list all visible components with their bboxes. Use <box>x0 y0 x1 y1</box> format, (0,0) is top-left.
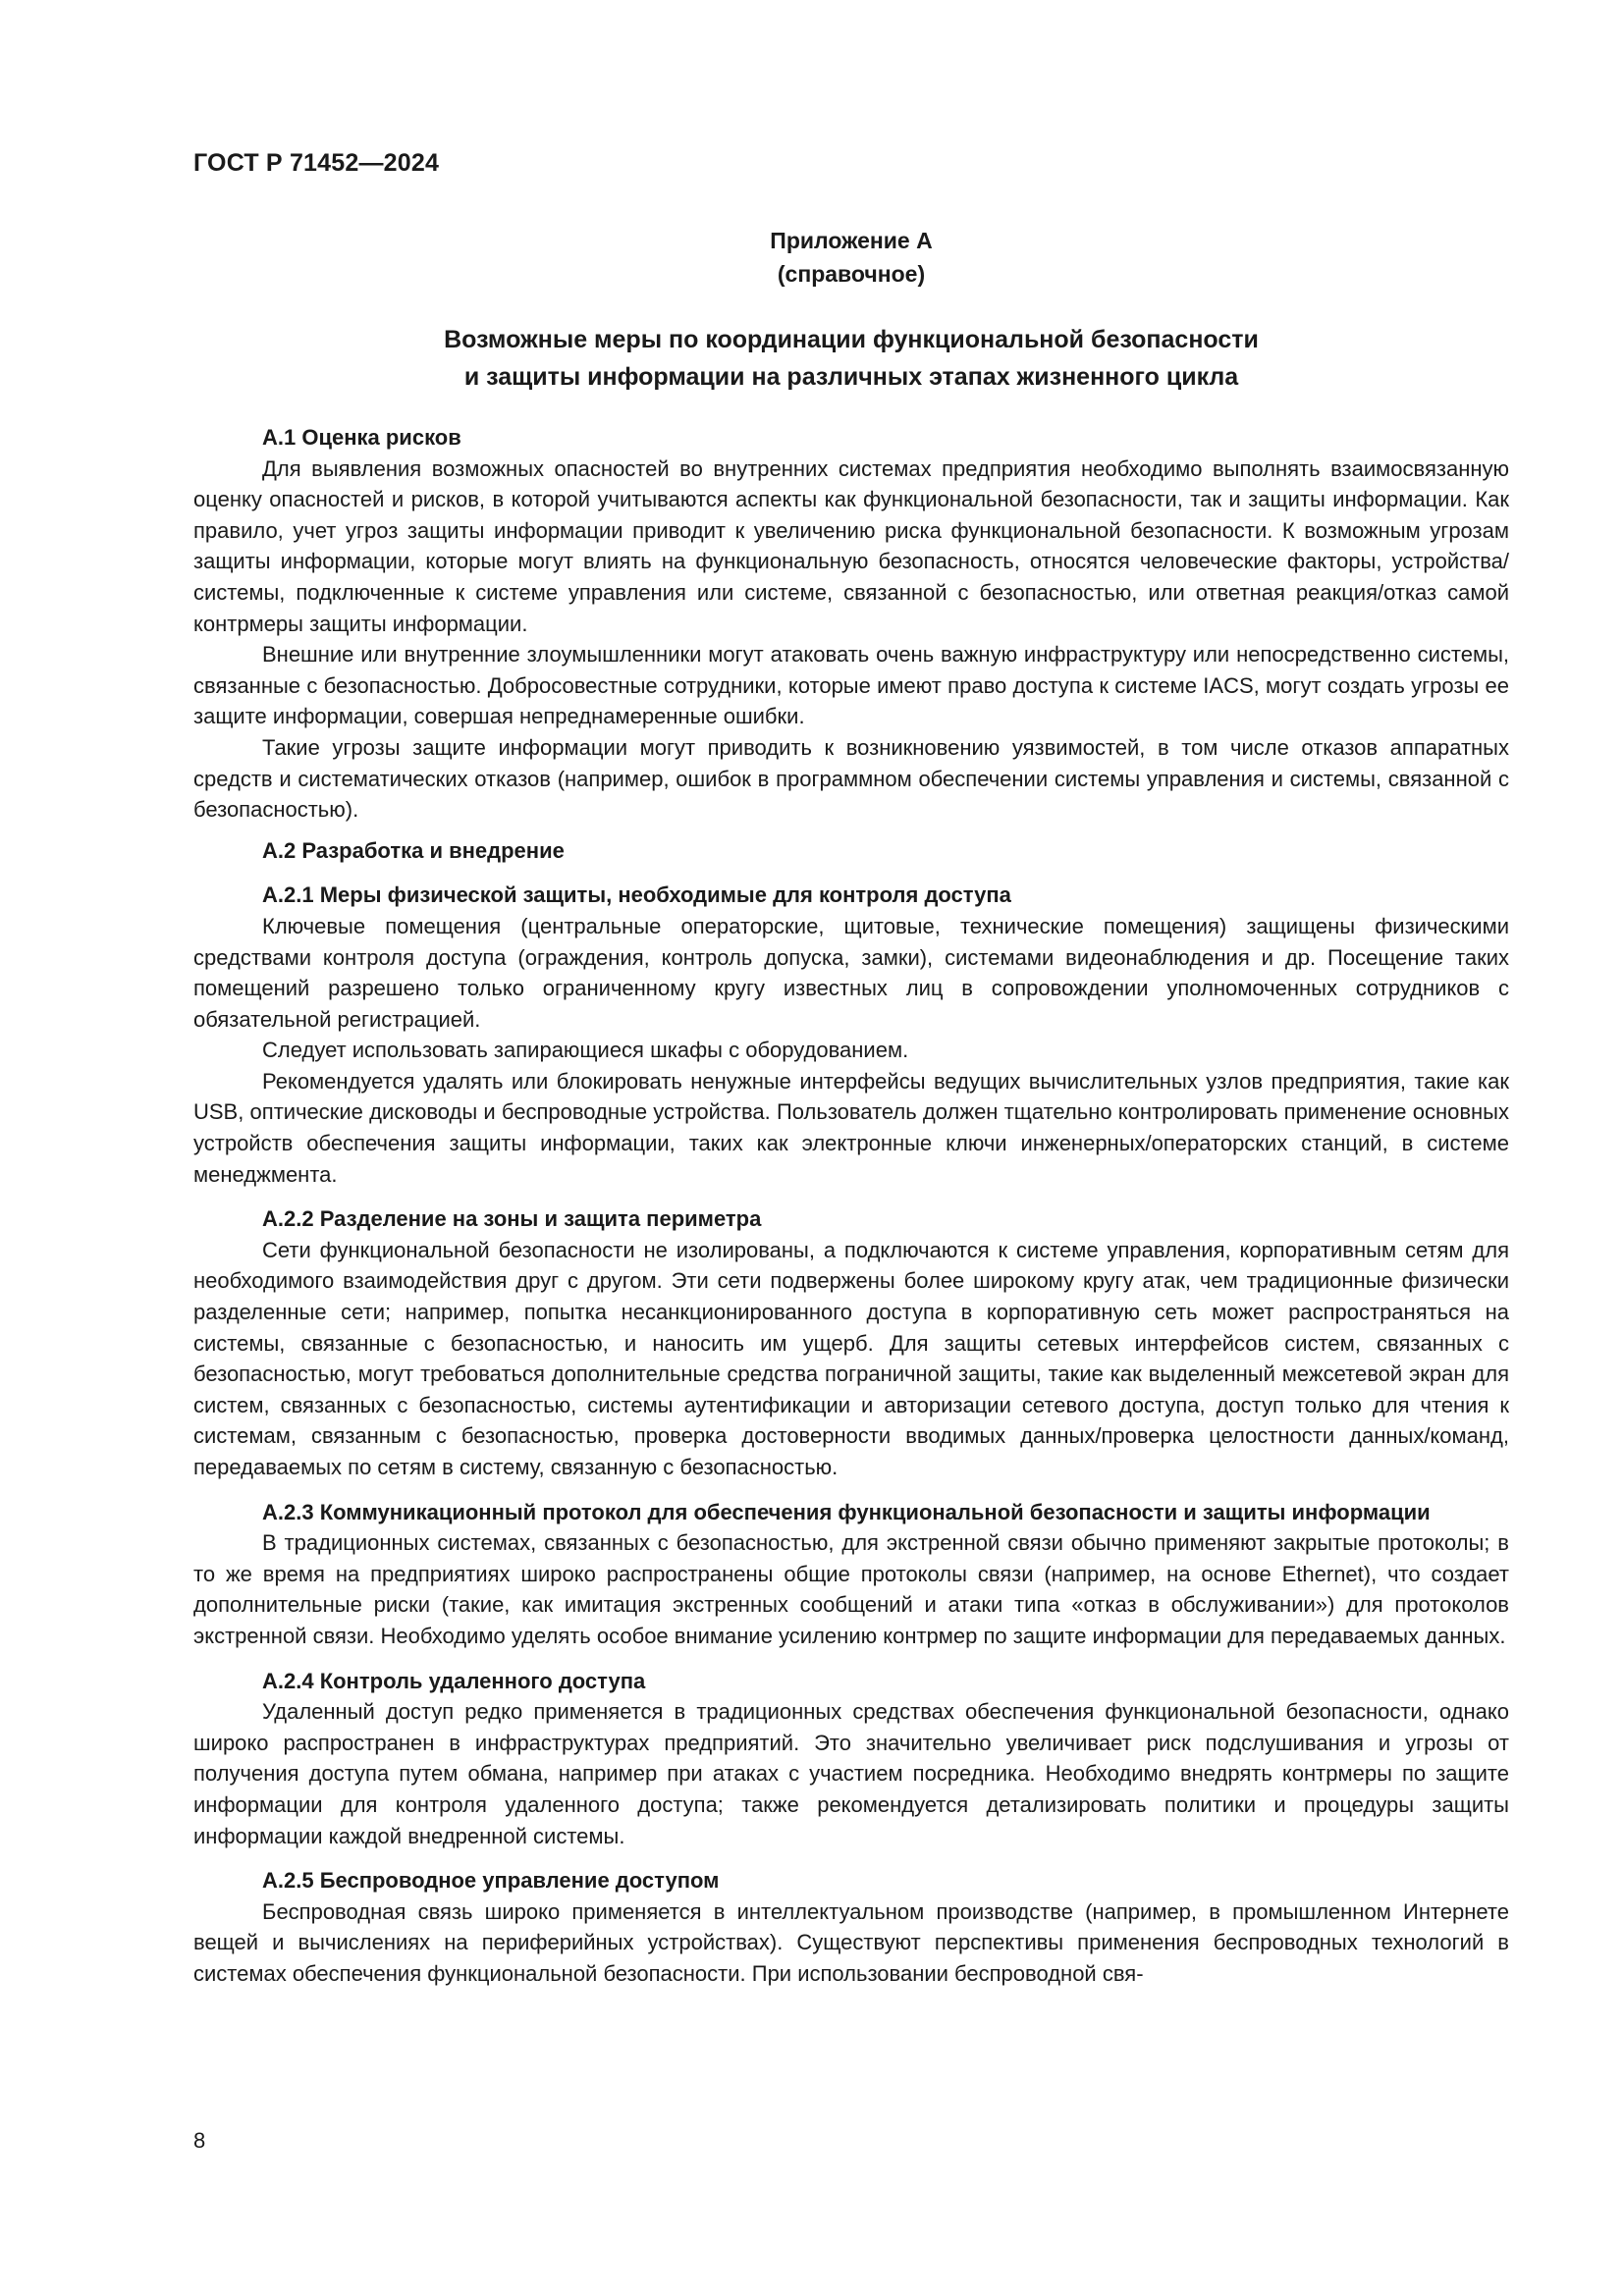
paragraph: Беспроводная связь широко применяется в интеллектуальном производстве (например, в промышленном Интернете вещей и вычислениях на периферийных устройствах). Существуют перспективы применения беспроводных технологий в системах обеспечения функциональной безопасности. При использовании беспроводной свя- <box>193 1898 1509 1986</box>
appendix-title-line1: Возможные меры по координации функциональной безопасности <box>444 326 1259 353</box>
appendix-heading <box>193 224 1509 291</box>
page-number: 8 <box>193 2128 206 2153</box>
paragraph: Для выявления возможных опасностей во внутренних системах предприятия необходимо выполнять взаимосвязанную оценку опасностей и рисков, в которой учитываются аспекты как функциональной безопасности, так и защиты информации. Как правило, учет угроз защиты информации приводит к увеличению риска функциональной безопасности. К возможным угрозам защиты информации, которые могут влиять на функциональную безопасность, относятся человеческие факторы, устройства/системы, подключенные к системе управления или системе, связанной с безопасностью, или ответная реакция/отказ самой контрмеры защиты информации. <box>193 455 1509 636</box>
paragraph: Удаленный доступ редко применяется в традиционных средствах обеспечения функциональной безопасности, однако широко распространен в инфраструктурах предприятий. Это значительно увеличивает риск подслушивания и угрозы от получения доступа путем обмана, например при атаках с участием посредника. Необходимо внедрять контрмеры по защите информации для контроля удаленного доступа; также рекомендуется детализировать политики и процедуры защиты информации каждой внедренной системы. <box>193 1699 1509 1848</box>
paragraph: Следует использовать запирающиеся шкафы с оборудованием. <box>262 1038 909 1063</box>
appendix-type: (справочное) <box>777 261 926 287</box>
document-code: ГОСТ Р 71452—2024 <box>193 149 440 177</box>
paragraph: Сети функциональной безопасности не изолированы, а подключаются к системе управления, корпоративным сетям для необходимого взаимодействия друг с другом. Эти сети подвержены более широкому кругу атак, чем традиционные физически разделенные сети; например, попытка несанкционированного доступа в корпоративную сеть может распространяться на системы, связанные с безопасностью, и наносить им ущерб. Для защиты сетевых интерфейсов систем, связанных с безопасностью, могут требоваться дополнительные средства пограничной защиты, такие как выделенный межсетевой экран для систем, связанных с безопасностью, системы аутентификации и авторизации сетевого доступа, доступ только для чтения к системам, связанным с безопасностью, проверка достоверности вводимых данных/проверка целостности данных/команд, передаваемых по сетям в систему, связанную с безопасностью. <box>193 1237 1509 1479</box>
section-heading-a2-4: А.2.4 Контроль удаленного доступа <box>262 1668 646 1693</box>
paragraph: Ключевые помещения (центральные операторские, щитовые, технические помещения) защищены физическими средствами контроля доступа (ограждения, контроль допуска, замки), системами видеонаблюдения и др. Посещение таких помещений разрешено только ограниченному кругу известных лиц в сопровождении уполномоченных сотрудников с обязательной регистрацией. <box>193 913 1509 1032</box>
section-heading-a1: А.1 Оценка рисков <box>262 425 461 450</box>
appendix-title <box>193 321 1509 396</box>
appendix-label: Приложение А <box>770 228 933 253</box>
section-heading-a2: А.2 Разработка и внедрение <box>262 837 565 863</box>
section-heading-a2-3: А.2.3 Коммуникационный протокол для обеспечения функциональной безопасности и защиты информации <box>262 1499 1431 1524</box>
paragraph: Внешние или внутренние злоумышленники могут атаковать очень важную инфраструктуру или непосредственно системы, связанные с безопасностью. Добросовестные сотрудники, которые имеют право доступа к системе IACS, могут создать угрозы ее защите информации, совершая непреднамеренные ошибки. <box>193 642 1509 729</box>
section-heading-a2-1: А.2.1 Меры физической защиты, необходимые для контроля доступа <box>262 882 1011 908</box>
section-heading-a2-2: А.2.2 Разделение на зоны и защита периметра <box>262 1206 762 1232</box>
document-page <box>193 0 1509 2296</box>
appendix-title-line2: и защиты информации на различных этапах жизненного цикла <box>463 363 1239 391</box>
paragraph: Такие угрозы защите информации могут приводить к возникновению уязвимостей, в том числе отказов аппаратных средств и систематических отказов (например, ошибок в программном обеспечении системы управления и системы, связанной с безопасностью). <box>193 734 1509 823</box>
paragraph: Рекомендуется удалять или блокировать ненужные интерфейсы ведущих вычислительных узлов предприятия, такие как USB, оптические дисководы и беспроводные устройства. Пользователь должен тщательно контролировать применение основных устройств обеспечения защиты информации, таких как электронные ключи инженерных/операторских станций, в системе менеджмента. <box>193 1068 1509 1187</box>
paragraph: В традиционных системах, связанных с безопасностью, для экстренной связи обычно применяют закрытые протоколы; в то же время на предприятиях широко распространены общие протоколы связи (например, на основе Ethernet), что создает дополнительные риски (такие, как имитация экстренных сообщений и атаки типа «отказ в обслуживании») для протоколов экстренной связи. Необходимо уделять особое внимание усилению контрмер по защите информации для передаваемых данных. <box>193 1530 1509 1648</box>
document-body <box>193 422 1509 1990</box>
section-heading-a2-5: А.2.5 Беспроводное управление доступом <box>262 1868 720 1894</box>
